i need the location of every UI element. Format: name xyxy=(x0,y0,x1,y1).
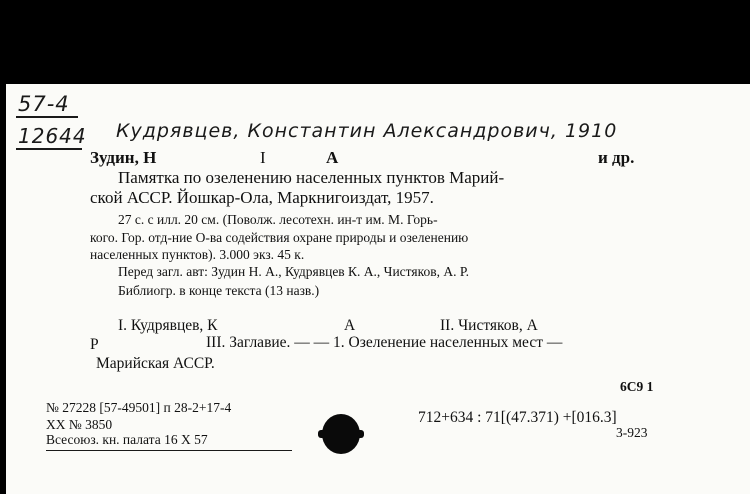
tracing-3-start: Р xyxy=(90,336,99,353)
classification-code-1: 6С9 1 xyxy=(620,379,654,394)
classification-code-3: 3-923 xyxy=(616,425,648,440)
collation-line-2: кого. Гор. отд-ние О-ва содействия охране природы и озеленению xyxy=(90,230,469,245)
classification-code-2: 712+634 : 71[(47.371) +[016.3] xyxy=(418,409,617,426)
heading-initial-a: А xyxy=(326,148,339,167)
handwritten-code-2: 12644 xyxy=(18,124,87,148)
title-line-2: ской АССР. Йошкар-Ола, Маркнигоиздат, 1957. xyxy=(90,188,434,207)
heading-authors: Зудин, Н xyxy=(90,148,157,167)
collation-line-1: 27 с. с илл. 20 см. (Поволж. лесотехн. ин-т им. М. Горь- xyxy=(118,212,438,227)
tracing-3: III. Заглавие. — — 1. Озеленение населенных мест — xyxy=(206,334,563,351)
tracing-1: I. Кудрявцев, К xyxy=(118,317,218,334)
title-line-1: Памятка по озеленению населенных пунктов Марий- xyxy=(118,168,505,187)
footer-record-number: № 27228 [57-49501] п 28-2+17-4 xyxy=(46,400,232,415)
code-2-underline xyxy=(16,148,82,150)
heading-initial-i: І xyxy=(260,148,266,167)
code-1-underline xyxy=(16,116,78,118)
footer-series-number: XX № 3850 xyxy=(46,417,113,432)
footer-chamber: Всесоюз. кн. палата 16 X 57 xyxy=(46,432,208,447)
catalog-card xyxy=(6,84,750,494)
collation-line-3: населенных пунктов). 3.000 экз. 45 к. xyxy=(90,247,305,262)
handwritten-code-1: 57-4 xyxy=(18,92,70,116)
note-bibliography: Библиогр. в конце текста (13 назв.) xyxy=(118,283,320,298)
note-authors: Перед загл. авт: Зудин Н. А., Кудрявцев К. А., Чистяков, А. Р. xyxy=(118,264,470,279)
tracing-2: II. Чистяков, А xyxy=(440,317,538,334)
ink-seal xyxy=(322,414,360,454)
heading-et-al: и др. xyxy=(598,148,635,167)
footer-underline xyxy=(46,450,292,451)
tracing-1-initial: А xyxy=(344,317,356,334)
tracing-4: Марийская АССР. xyxy=(96,355,215,372)
handwritten-author-name: Кудрявцев, Константин Александрович, 1910 xyxy=(116,120,618,142)
